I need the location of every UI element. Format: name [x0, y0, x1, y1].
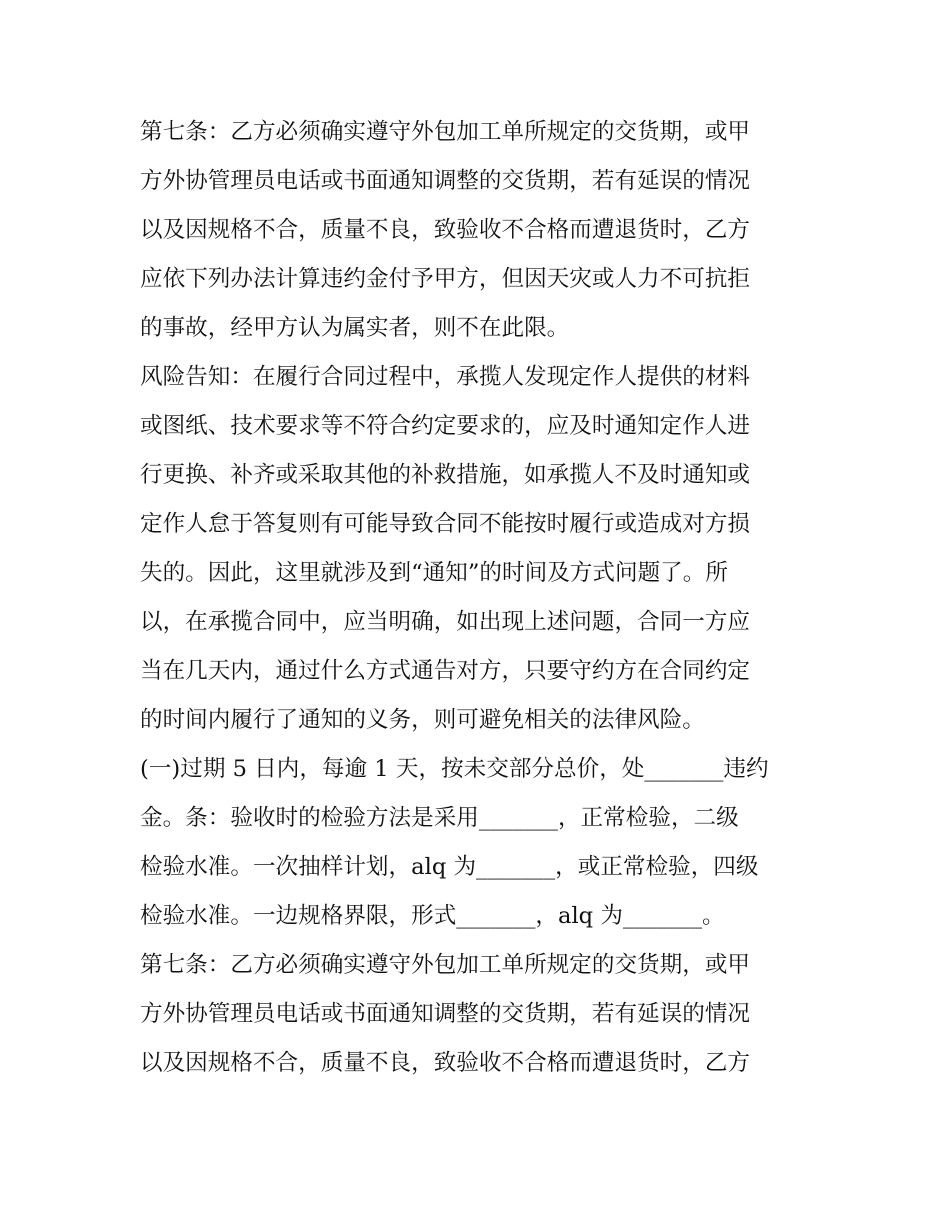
text-line: 风险告知：在履行合同过程中，承揽人发现定作人提供的材料: [140, 364, 751, 390]
text-line: 的事故，经甲方认为属实者，则不在此限。: [140, 315, 570, 341]
text-line: 检验水准。一次抽样计划，alq 为_______，或正常检验，四级: [140, 854, 759, 880]
text-line: 当在几天内，通过什么方式通告对方，只要守约方在合同约定: [140, 658, 751, 684]
text-line: 检验水准。一边规格界限，形式_______，alq 为_______。: [140, 903, 725, 929]
text-line: 失的。因此，这里就涉及到“通知”的时间及方式问题了。所: [140, 560, 728, 586]
paragraph-article-7-repeat: [140, 941, 812, 1088]
text-line: 以及因规格不合，质量不良，致验收不合格而遭退货时，乙方: [140, 1050, 751, 1076]
text-line: 方外协管理员电话或书面通知调整的交货期，若有延误的情况: [140, 168, 751, 194]
paragraph-article-7: [140, 108, 812, 353]
text-line: 应依下列办法计算违约金付予甲方，但因天灾或人力不可抗拒: [140, 266, 751, 292]
text-line: (一)过期 5 日内，每逾 1 天，按未交部分总价，处_______违约: [140, 756, 769, 782]
text-line: 或图纸、技术要求等不符合约定要求的，应及时通知定作人进: [140, 413, 751, 439]
text-line: 行更换、补齐或采取其他的补救措施，如承揽人不及时通知或: [140, 462, 751, 488]
paragraph-risk-notice: [140, 353, 812, 745]
document-body: [140, 108, 812, 1088]
text-line: 金。条：验收时的检验方法是采用_______，正常检验，二级: [140, 805, 739, 831]
text-line: 以，在承揽合同中，应当明确，如出现上述问题，合同一方应: [140, 609, 751, 635]
text-line: 的时间内履行了通知的义务，则可避免相关的法律风险。: [140, 707, 705, 733]
text-line: 定作人怠于答复则有可能导致合同不能按时履行或造成对方损: [140, 511, 751, 537]
paragraph-penalty-clause: [140, 745, 812, 941]
text-line: 方外协管理员电话或书面通知调整的交货期，若有延误的情况: [140, 1001, 751, 1027]
text-line: 以及因规格不合，质量不良，致验收不合格而遭退货时，乙方: [140, 217, 751, 243]
text-line: 第七条：乙方必须确实遵守外包加工单所规定的交货期，或甲: [140, 952, 751, 978]
text-line: 第七条：乙方必须确实遵守外包加工单所规定的交货期，或甲: [140, 119, 751, 145]
